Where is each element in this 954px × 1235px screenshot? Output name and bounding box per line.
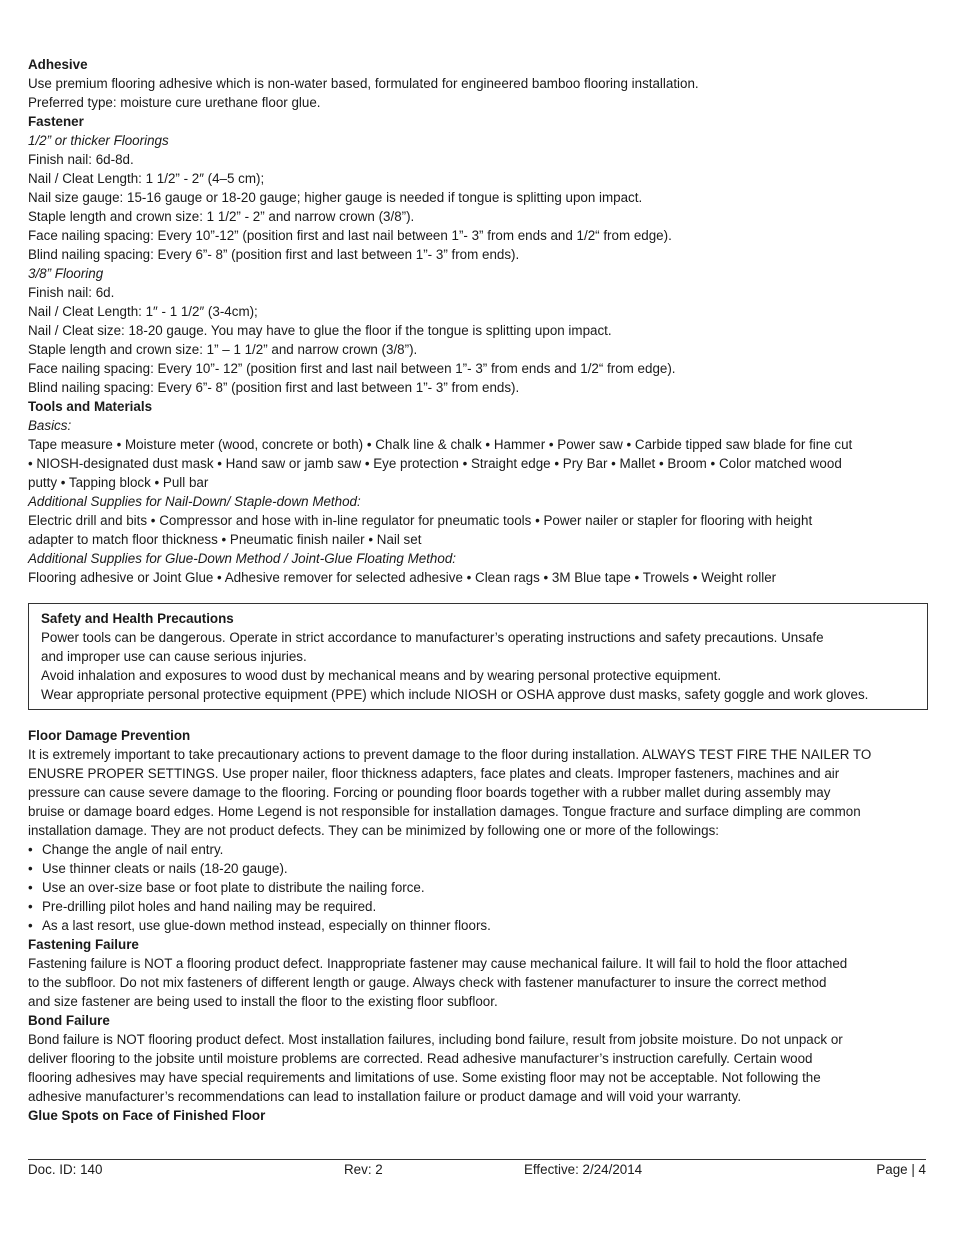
tools-basics-label: Basics: — [28, 418, 72, 433]
footer-effective: Effective: 2/24/2014 — [524, 1162, 643, 1177]
damage-bullet: • Use an over-size base or foot plate to distribute the nailing force. — [28, 878, 926, 897]
damage-bullet: • Change the angle of nail entry. — [28, 840, 926, 859]
page-footer — [28, 1160, 926, 1179]
tools-nail-label: Additional Supplies for Nail-Down/ Staple-down Method: — [28, 494, 361, 509]
tools-nail-line: Electric drill and bits • Compressor and hose with in-line regulator for pneumatic tools • Power nailer or stapler for flooring with height — [28, 513, 813, 528]
safety-box — [28, 603, 928, 710]
fastening-failure-heading: Fastening Failure — [28, 937, 139, 952]
fastener-line: Nail / Cleat Length: 1 1/2” - 2″ (4–5 cm); — [28, 171, 265, 186]
damage-heading: Floor Damage Prevention — [28, 728, 191, 743]
bond-failure-heading: Bond Failure — [28, 1013, 110, 1028]
fastener-heading: Fastener — [28, 114, 84, 129]
bond-failure-line: flooring adhesives may have special requirements and limitations of use. Some existing floor may not be acceptable. Not following the — [28, 1070, 821, 1085]
safety-heading: Safety and Health Precautions — [41, 611, 234, 626]
fastener-line: Face nailing spacing: Every 10”- 12” (position first and last nail between 1”- 3” from ends and 1/2“ from edge). — [28, 361, 676, 376]
tools-basics-line: putty • Tapping block • Pull bar — [28, 475, 209, 490]
fastening-failure-line: and size fastener are being used to install the floor to the existing floor subfloor. — [28, 994, 498, 1009]
fastener-line: Nail size gauge: 15-16 gauge or 18-20 gauge; higher gauge is needed if tongue is splitting upon impact. — [28, 190, 643, 205]
damage-line: ENUSRE PROPER SETTINGS. Use proper nailer, floor thickness adapters, face plates and cleats. Improper fasteners, machines and air — [28, 766, 840, 781]
bond-failure-line: deliver flooring to the jobsite until moisture problems are corrected. Read adhesive manufacturer’s instruction carefully. Certain wood — [28, 1051, 813, 1066]
bond-failure-line: adhesive manufacturer’s recommendations can lead to installation failure or product damage and will void your warranty. — [28, 1089, 742, 1104]
glue-spots-heading: Glue Spots on Face of Finished Floor — [28, 1108, 266, 1123]
damage-line: bruise or damage board edges. Home Legend is not responsible for installation damages. Tongue fracture and surface dimpling are common — [28, 804, 861, 819]
tools-basics-line: • NIOSH-designated dust mask • Hand saw or jamb saw • Eye protection • Straight edge • Pry Bar • Mallet • Broom • Color matched wood — [28, 456, 842, 471]
safety-line: Wear appropriate personal protective equipment (PPE) which include NIOSH or OSHA approve dust masks, safety goggle and work gloves. — [41, 687, 869, 702]
tools-heading: Tools and Materials — [28, 399, 153, 414]
footer-page-number: Page | 4 — [876, 1162, 926, 1177]
fastener-line: Nail / Cleat Length: 1″ - 1 1/2″ (3-4cm); — [28, 304, 258, 319]
safety-line: Avoid inhalation and exposures to wood dust by mechanical means and by wearing personal protective equipment. — [41, 668, 722, 683]
fastener-line: Face nailing spacing: Every 10”-12” (position first and last nail between 1”- 3” from ends and 1/2“ from edge). — [28, 228, 672, 243]
fastener-line: Staple length and crown size: 1” – 1 1/2” and narrow crown (3/8”). — [28, 342, 418, 357]
fastener-half-inch-subheading: 1/2” or thicker Floorings — [28, 133, 169, 148]
adhesive-heading: Adhesive — [28, 57, 88, 72]
document-body — [28, 55, 926, 1125]
adhesive-line: Use premium flooring adhesive which is non-water based, formulated for engineered bamboo flooring installation. — [28, 76, 699, 91]
damage-line: installation damage. They are not product defects. They can be minimized by following one or more of the followings: — [28, 823, 719, 838]
tools-glue-label: Additional Supplies for Glue-Down Method / Joint-Glue Floating Method: — [28, 551, 456, 566]
damage-bullet: • Pre-drilling pilot holes and hand nailing may be required. — [28, 897, 926, 916]
tools-nail-line: adapter to match floor thickness • Pneumatic finish nailer • Nail set — [28, 532, 422, 547]
fastener-line: Finish nail: 6d. — [28, 285, 115, 300]
fastening-failure-line: to the subfloor. Do not mix fasteners of different length or gauge. Always check with fastener manufacturer to insure the correct method — [28, 975, 827, 990]
section-spacer — [28, 587, 926, 599]
fastener-line: Staple length and crown size: 1 1/2” - 2” and narrow crown (3/8”). — [28, 209, 415, 224]
adhesive-line: Preferred type: moisture cure urethane floor glue. — [28, 95, 321, 110]
tools-basics-line: Tape measure • Moisture meter (wood, concrete or both) • Chalk line & chalk • Hammer • Power saw • Carbide tipped saw blade for fine cut — [28, 437, 853, 452]
fastener-line: Finish nail: 6d-8d. — [28, 152, 134, 167]
bond-failure-line: Bond failure is NOT flooring product defect. Most installation failures, including bond failure, result from jobsite moisture. Do not unpack or — [28, 1032, 843, 1047]
footer-rev: Rev: 2 — [344, 1162, 383, 1177]
fastener-line: Nail / Cleat size: 18-20 gauge. You may have to glue the floor if the tongue is splitting upon impact. — [28, 323, 612, 338]
fastener-line: Blind nailing spacing: Every 6”- 8” (position first and last between 1”- 3” from ends). — [28, 380, 520, 395]
damage-line: It is extremely important to take precautionary actions to prevent damage to the floor during installation. ALWAYS TEST FIRE THE NAILER TO — [28, 747, 872, 762]
damage-bullet: • Use thinner cleats or nails (18-20 gauge). — [28, 859, 926, 878]
tools-glue-line: Flooring adhesive or Joint Glue • Adhesive remover for selected adhesive • Clean rags • 3M Blue tape • Trowels • Weight roller — [28, 570, 777, 585]
damage-bullet: • As a last resort, use glue-down method instead, especially on thinner floors. — [28, 916, 926, 935]
footer-doc-id: Doc. ID: 140 — [28, 1162, 103, 1177]
safety-line: and improper use can cause serious injuries. — [41, 649, 307, 664]
fastener-three-eighths-subheading: 3/8” Flooring — [28, 266, 104, 281]
fastening-failure-line: Fastening failure is NOT a flooring product defect. Inappropriate fastener may cause mechanical failure. It will fail to hold the floor attached — [28, 956, 848, 971]
fastener-line: Blind nailing spacing: Every 6”- 8” (position first and last between 1”- 3” from ends). — [28, 247, 520, 262]
safety-line: Power tools can be dangerous. Operate in strict accordance to manufacturer’s operating instructions and safety precautions. Unsafe — [41, 630, 824, 645]
damage-line: pressure can cause severe damage to the flooring. Forcing or pounding floor boards together with a rubber mallet during assembly may — [28, 785, 831, 800]
